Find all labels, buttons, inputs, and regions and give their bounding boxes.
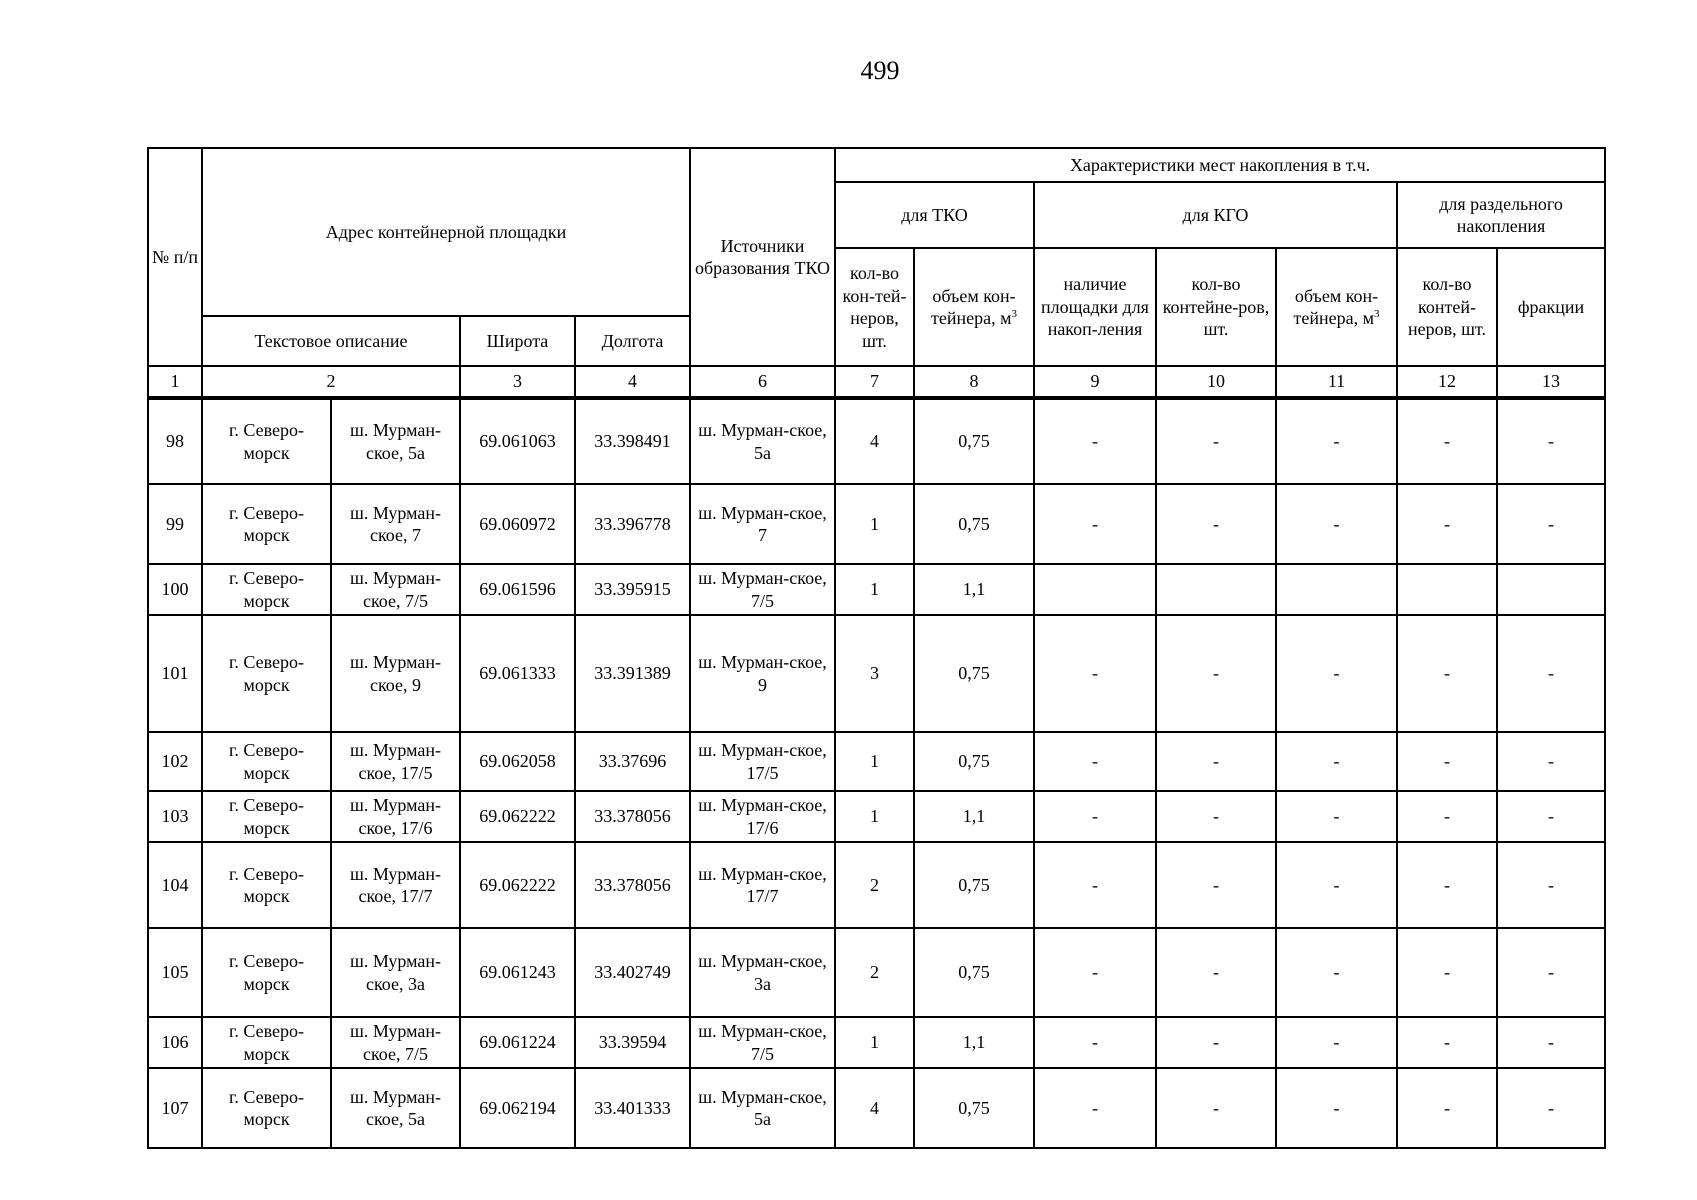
cell-sep-fractions: - bbox=[1497, 1017, 1605, 1068]
cell-street: ш. Мурман-ское, 3а bbox=[331, 928, 460, 1017]
cell-longitude: 33.378056 bbox=[575, 791, 690, 842]
cell-kgo-site: - bbox=[1034, 842, 1156, 928]
cell-latitude: 69.062194 bbox=[460, 1068, 575, 1148]
column-number: 13 bbox=[1497, 366, 1605, 398]
cell-sep-count bbox=[1397, 564, 1497, 615]
header-text-description: Текстовое описание bbox=[202, 316, 460, 366]
header-address: Адрес контейнерной площадки bbox=[202, 148, 690, 316]
cell-kgo-count: - bbox=[1156, 615, 1276, 732]
table-row bbox=[148, 484, 1605, 564]
cell-longitude: 33.39594 bbox=[575, 1017, 690, 1068]
header-tko: для ТКО bbox=[835, 182, 1034, 248]
table-row bbox=[148, 398, 1605, 484]
cell-longitude: 33.398491 bbox=[575, 398, 690, 484]
cell-kgo-site: - bbox=[1034, 398, 1156, 484]
cell-tko-volume: 1,1 bbox=[914, 564, 1034, 615]
cell-street: ш. Мурман-ское, 7 bbox=[331, 484, 460, 564]
cell-latitude: 69.061243 bbox=[460, 928, 575, 1017]
cell-kgo-count: - bbox=[1156, 398, 1276, 484]
cell-tko-count: 1 bbox=[835, 1017, 914, 1068]
cell-num: 99 bbox=[148, 484, 202, 564]
cell-city: г. Северо-морск bbox=[202, 791, 331, 842]
cell-latitude: 69.061596 bbox=[460, 564, 575, 615]
cell-street: ш. Мурман-ское, 5а bbox=[331, 1068, 460, 1148]
cell-num: 106 bbox=[148, 1017, 202, 1068]
cell-source: ш. Мурман-ское, 5а bbox=[690, 398, 835, 484]
cell-street: ш. Мурман-ское, 9 bbox=[331, 615, 460, 732]
cell-city: г. Северо-морск bbox=[202, 398, 331, 484]
cell-city: г. Северо-морск bbox=[202, 564, 331, 615]
cell-source: ш. Мурман-ское, 17/7 bbox=[690, 842, 835, 928]
table-body bbox=[148, 398, 1605, 1148]
header-kgo-count: кол-во контейне-ров, шт. bbox=[1156, 248, 1276, 366]
cell-city: г. Северо-морск bbox=[202, 615, 331, 732]
cell-street: ш. Мурман-ское, 17/6 bbox=[331, 791, 460, 842]
header-kgo: для КГО bbox=[1034, 182, 1397, 248]
cell-num: 102 bbox=[148, 732, 202, 791]
page-number: 499 bbox=[860, 56, 900, 85]
header-kgo-site: наличие площадки для накоп-ления bbox=[1034, 248, 1156, 366]
column-number: 8 bbox=[914, 366, 1034, 398]
cell-kgo-count: - bbox=[1156, 732, 1276, 791]
header-separate: для раздельного накопления bbox=[1397, 182, 1605, 248]
cell-city: г. Северо-морск bbox=[202, 732, 331, 791]
cell-sep-fractions: - bbox=[1497, 484, 1605, 564]
cell-kgo-volume: - bbox=[1276, 928, 1397, 1017]
column-number: 2 bbox=[202, 366, 460, 398]
header-sep-count: кол-во контей-неров, шт. bbox=[1397, 248, 1497, 366]
column-number: 7 bbox=[835, 366, 914, 398]
cell-kgo-volume: - bbox=[1276, 615, 1397, 732]
cell-kgo-count bbox=[1156, 564, 1276, 615]
cell-sep-count: - bbox=[1397, 1017, 1497, 1068]
cell-kgo-volume: - bbox=[1276, 732, 1397, 791]
cell-street: ш. Мурман-ское, 17/7 bbox=[331, 842, 460, 928]
header-characteristics: Характеристики мест накопления в т.ч. bbox=[835, 148, 1605, 182]
cell-tko-count: 1 bbox=[835, 732, 914, 791]
table-row bbox=[148, 1017, 1605, 1068]
cell-sep-count: - bbox=[1397, 732, 1497, 791]
column-number: 6 bbox=[690, 366, 835, 398]
cell-sep-fractions: - bbox=[1497, 791, 1605, 842]
cell-latitude: 69.062222 bbox=[460, 842, 575, 928]
cell-city: г. Северо-морск bbox=[202, 928, 331, 1017]
cell-source: ш. Мурман-ское, 3а bbox=[690, 928, 835, 1017]
container-sites-table bbox=[147, 147, 1606, 1149]
cell-sep-count: - bbox=[1397, 842, 1497, 928]
cell-sep-count: - bbox=[1397, 1068, 1497, 1148]
cell-source: ш. Мурман-ское, 5а bbox=[690, 1068, 835, 1148]
column-number: 1 bbox=[148, 366, 202, 398]
header-tko-count: кол-во кон-тей-неров, шт. bbox=[835, 248, 914, 366]
cell-tko-volume: 1,1 bbox=[914, 791, 1034, 842]
column-number: 10 bbox=[1156, 366, 1276, 398]
cell-longitude: 33.396778 bbox=[575, 484, 690, 564]
cell-street: ш. Мурман-ское, 17/5 bbox=[331, 732, 460, 791]
cell-sep-fractions: - bbox=[1497, 928, 1605, 1017]
cell-city: г. Северо-морск bbox=[202, 484, 331, 564]
column-number: 11 bbox=[1276, 366, 1397, 398]
cell-tko-volume: 0,75 bbox=[914, 1068, 1034, 1148]
cell-sep-fractions: - bbox=[1497, 615, 1605, 732]
cell-num: 100 bbox=[148, 564, 202, 615]
cell-sep-fractions: - bbox=[1497, 732, 1605, 791]
cell-kgo-site: - bbox=[1034, 615, 1156, 732]
cell-city: г. Северо-морск bbox=[202, 842, 331, 928]
header-num: № п/п bbox=[148, 148, 202, 366]
cell-kgo-count: - bbox=[1156, 791, 1276, 842]
column-number: 9 bbox=[1034, 366, 1156, 398]
cell-tko-count: 1 bbox=[835, 564, 914, 615]
column-number: 3 bbox=[460, 366, 575, 398]
cell-sep-count: - bbox=[1397, 484, 1497, 564]
cell-source: ш. Мурман-ское, 7/5 bbox=[690, 564, 835, 615]
cell-latitude: 69.062058 bbox=[460, 732, 575, 791]
cell-source: ш. Мурман-ское, 7 bbox=[690, 484, 835, 564]
cell-kgo-volume: - bbox=[1276, 484, 1397, 564]
cell-source: ш. Мурман-ское, 9 bbox=[690, 615, 835, 732]
cell-sep-count: - bbox=[1397, 791, 1497, 842]
cell-tko-volume: 0,75 bbox=[914, 928, 1034, 1017]
header-latitude: Широта bbox=[460, 316, 575, 366]
cell-kgo-site: - bbox=[1034, 928, 1156, 1017]
table-header bbox=[148, 148, 1605, 398]
cell-kgo-volume: - bbox=[1276, 398, 1397, 484]
cell-tko-volume: 1,1 bbox=[914, 1017, 1034, 1068]
cell-latitude: 69.061063 bbox=[460, 398, 575, 484]
cell-longitude: 33.395915 bbox=[575, 564, 690, 615]
cell-sep-fractions: - bbox=[1497, 842, 1605, 928]
cell-longitude: 33.37696 bbox=[575, 732, 690, 791]
cell-kgo-site: - bbox=[1034, 732, 1156, 791]
cell-latitude: 69.062222 bbox=[460, 791, 575, 842]
table-row bbox=[148, 842, 1605, 928]
cell-num: 104 bbox=[148, 842, 202, 928]
cell-longitude: 33.391389 bbox=[575, 615, 690, 732]
cell-tko-volume: 0,75 bbox=[914, 484, 1034, 564]
cell-latitude: 69.061333 bbox=[460, 615, 575, 732]
header-sources: Источники образования ТКО bbox=[690, 148, 835, 366]
cell-city: г. Северо-морск bbox=[202, 1017, 331, 1068]
cell-sep-fractions: - bbox=[1497, 1068, 1605, 1148]
cell-tko-volume: 0,75 bbox=[914, 398, 1034, 484]
cell-street: ш. Мурман-ское, 5а bbox=[331, 398, 460, 484]
cell-sep-fractions: - bbox=[1497, 398, 1605, 484]
column-number: 12 bbox=[1397, 366, 1497, 398]
table-row bbox=[148, 928, 1605, 1017]
cell-num: 101 bbox=[148, 615, 202, 732]
cell-sep-count: - bbox=[1397, 615, 1497, 732]
cell-kgo-volume: - bbox=[1276, 842, 1397, 928]
cell-tko-count: 1 bbox=[835, 484, 914, 564]
cell-longitude: 33.401333 bbox=[575, 1068, 690, 1148]
table-row bbox=[148, 791, 1605, 842]
cell-tko-count: 2 bbox=[835, 842, 914, 928]
cell-sep-fractions bbox=[1497, 564, 1605, 615]
cell-kgo-volume bbox=[1276, 564, 1397, 615]
cell-tko-volume: 0,75 bbox=[914, 732, 1034, 791]
cell-kgo-count: - bbox=[1156, 484, 1276, 564]
cell-kgo-volume: - bbox=[1276, 1068, 1397, 1148]
cell-source: ш. Мурман-ское, 7/5 bbox=[690, 1017, 835, 1068]
header-tko-volume: объем кон-тейнера, $м^3$ bbox=[914, 248, 1034, 366]
cell-tko-count: 4 bbox=[835, 398, 914, 484]
cell-num: 98 bbox=[148, 398, 202, 484]
cell-kgo-volume: - bbox=[1276, 791, 1397, 842]
table-row bbox=[148, 1068, 1605, 1148]
column-number: 4 bbox=[575, 366, 690, 398]
cell-kgo-count: - bbox=[1156, 842, 1276, 928]
cell-latitude: 69.061224 bbox=[460, 1017, 575, 1068]
cell-kgo-volume: - bbox=[1276, 1017, 1397, 1068]
cell-kgo-site: - bbox=[1034, 1017, 1156, 1068]
cell-kgo-count: - bbox=[1156, 928, 1276, 1017]
cell-city: г. Северо-морск bbox=[202, 1068, 331, 1148]
cell-street: ш. Мурман-ское, 7/5 bbox=[331, 564, 460, 615]
cell-kgo-site bbox=[1034, 564, 1156, 615]
cell-tko-count: 3 bbox=[835, 615, 914, 732]
cell-num: 107 bbox=[148, 1068, 202, 1148]
table-row bbox=[148, 732, 1605, 791]
table-row bbox=[148, 615, 1605, 732]
column-numbers-row bbox=[148, 366, 1605, 398]
cell-kgo-site: - bbox=[1034, 484, 1156, 564]
cell-num: 103 bbox=[148, 791, 202, 842]
cell-source: ш. Мурман-ское, 17/5 bbox=[690, 732, 835, 791]
cell-tko-volume: 0,75 bbox=[914, 842, 1034, 928]
cell-source: ш. Мурман-ское, 17/6 bbox=[690, 791, 835, 842]
cell-longitude: 33.378056 bbox=[575, 842, 690, 928]
cell-sep-count: - bbox=[1397, 928, 1497, 1017]
cell-tko-count: 4 bbox=[835, 1068, 914, 1148]
cell-tko-count: 2 bbox=[835, 928, 914, 1017]
cell-longitude: 33.402749 bbox=[575, 928, 690, 1017]
header-kgo-volume: объем кон-тейнера, $м^3$ bbox=[1276, 248, 1397, 366]
cell-num: 105 bbox=[148, 928, 202, 1017]
cell-kgo-count: - bbox=[1156, 1017, 1276, 1068]
cell-tko-volume: 0,75 bbox=[914, 615, 1034, 732]
cell-kgo-site: - bbox=[1034, 791, 1156, 842]
header-longitude: Долгота bbox=[575, 316, 690, 366]
cell-tko-count: 1 bbox=[835, 791, 914, 842]
cell-kgo-site: - bbox=[1034, 1068, 1156, 1148]
table-row bbox=[148, 564, 1605, 615]
header-sep-fractions: фракции bbox=[1497, 248, 1605, 366]
cell-sep-count: - bbox=[1397, 398, 1497, 484]
cell-street: ш. Мурман-ское, 7/5 bbox=[331, 1017, 460, 1068]
cell-latitude: 69.060972 bbox=[460, 484, 575, 564]
cell-kgo-count: - bbox=[1156, 1068, 1276, 1148]
